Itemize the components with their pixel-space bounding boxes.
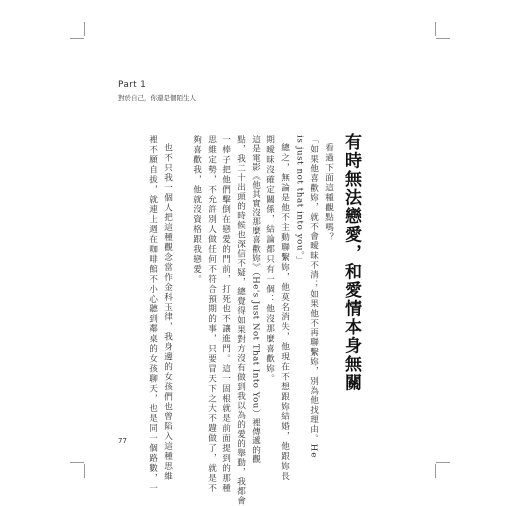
- crop-mark-bottom-right-h: [436, 462, 450, 463]
- body-line: is just not that into you。」: [294, 135, 305, 266]
- body-line: 也不只我一個人把這種觀念當作金科玉律，我身邊的女孩們也曾陷入這種思維: [162, 143, 173, 482]
- crop-mark-bottom-left-v: [84, 464, 85, 478]
- body-line: 總之，無論是他不主動聯繫妳，他莫名消失，他現在不想跟妳結婚，他跟妳長: [279, 143, 290, 482]
- body-line: 這是電影《他其實沒那麼喜歡妳》（He's Just Not That Into You）裡傳遞的觀: [250, 135, 261, 464]
- part-subtitle: 對於自己，你還是個陌生人: [118, 94, 196, 102]
- body-line: 裡不願自拔，就連上週在咖啡館不小心聽到鄰桌的女孩聊天，也是同一個路數，一: [147, 135, 158, 494]
- body-line: 期曖昧沒確定關係，結論都只有一個：他沒那麼喜歡妳。: [264, 135, 275, 384]
- body-line: 看過下面這種觀點嗎？: [323, 143, 334, 243]
- body-line: 「如果他喜歡妳，就不會曖昧不清；如果他不再聯繫妳，別為他找理由。He: [308, 135, 319, 459]
- body-line: 夠喜歡我，他就沒資格跟我戀愛。: [191, 135, 202, 285]
- crop-mark-top-left-h: [70, 38, 84, 39]
- body-line: 思維定勢，不允許別人做任何不符合預期的事，只要冒天下之大不韙做了，就是不: [206, 135, 217, 494]
- crop-mark-bottom-right-v: [435, 464, 436, 478]
- crop-mark-top-right-h: [436, 38, 450, 39]
- crop-mark-top-right-v: [435, 22, 436, 36]
- chapter-title: 有時無法戀愛，和愛情本身無關: [341, 133, 361, 392]
- page-number: 77: [118, 437, 127, 445]
- part-label: Part 1: [118, 80, 147, 90]
- body-line: 點，我二十出頭的時候也深信不疑，總覺得如果對方沒有做到我以為的愛的舉動，我都會: [235, 135, 246, 506]
- crop-mark-top-left-v: [84, 22, 85, 36]
- crop-mark-bottom-left-h: [70, 462, 84, 463]
- body-line: 一棒子把他們擊倒在戀愛的門前，打死也不讓進門。這一固根就是前面提到的那種: [220, 135, 231, 494]
